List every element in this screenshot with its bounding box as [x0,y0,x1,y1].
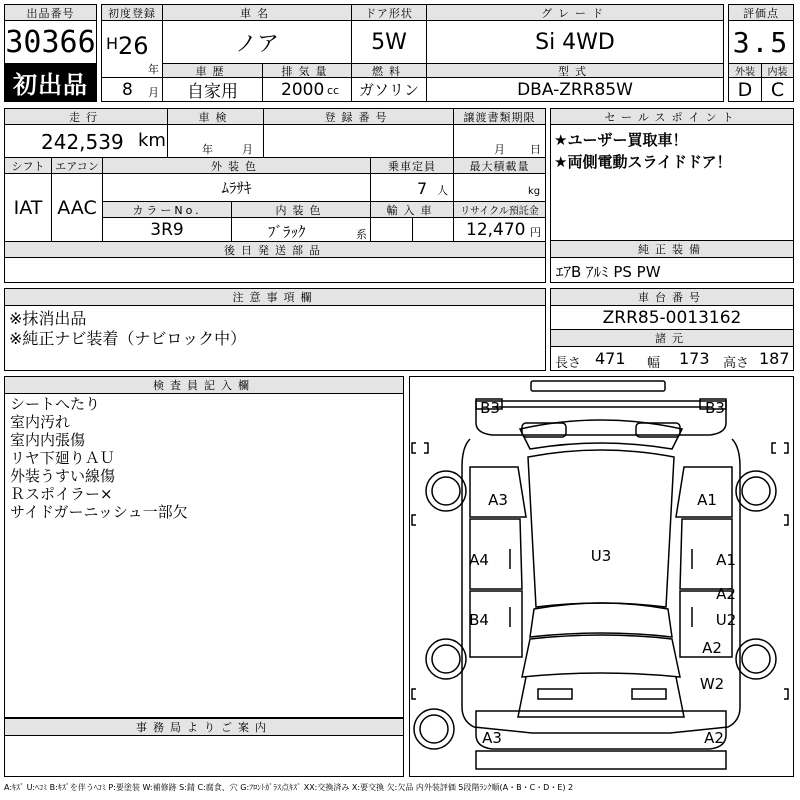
later-parts-label: 後日発送部品 [4,241,546,258]
transfer-deadline-cell [453,124,546,158]
damage-code-roof: U3 [590,547,612,565]
damage-code-rear-right: B3 [705,399,725,417]
fuel-label: 燃料 [351,63,427,78]
inspection-month-unit: 月 [242,143,253,156]
genuine-equipment-label: 純正装備 [550,240,794,258]
car-outline [410,377,793,776]
recycle-deposit-cell [453,217,546,242]
interior-color: ﾌﾞﾗｯｸ [268,223,306,241]
damage-code-windshield: W2 [699,675,725,693]
car-name: ノア [162,20,352,64]
capacity-unit: 人 [437,184,448,197]
later-parts-area [4,257,546,283]
max-load-cell [453,173,546,202]
sales-point-line: ★ユーザー買取車！ [554,131,688,149]
notes-label: 注意事項欄 [4,288,546,306]
shift: IAT [4,173,52,242]
reg-year: 26 [118,32,149,60]
damage-code-right-rear-door: A1 [716,551,736,569]
car-name-label: 車名 [162,4,352,21]
history: 自家用 [162,77,263,102]
import-cell [370,217,454,242]
note-line: ※抹消出品 [9,309,87,328]
reg-month-unit: 月 [148,86,159,99]
inspector-line: サイドガーニッシュ一部欠 [10,503,188,521]
door-type: 5W [351,20,427,64]
chassis-number: ZRR85-0013162 [550,305,794,330]
length-label: 長さ [555,356,582,371]
displacement-cell [262,77,352,102]
damage-code-rear-left: B3 [480,399,500,417]
history-label: 車歴 [162,63,263,78]
plate-number-label: 登録番号 [263,108,454,125]
shift-label: シフト [4,157,52,174]
inspector-area [4,393,404,718]
color-number-label: カラーNo. [102,201,232,218]
spec-label: 諸元 [550,329,794,347]
reg-month: 8 [122,80,133,100]
max-load-unit: kg [528,186,541,197]
body-color-label: 外装色 [102,157,371,174]
height-value: 187 [759,349,790,368]
inspector-line: シートへたり [10,395,101,413]
max-load-label: 最大積載量 [453,157,546,174]
recycle-deposit: 12,470 [466,220,526,240]
ac: AAC [51,173,103,242]
interior-grade: C [761,77,794,102]
first-listing-badge: 初出品 [4,63,97,102]
first-registration-month [101,77,163,102]
first-registration-label: 初度登録 [101,4,163,21]
model-code: DBA-ZRR85W [426,77,724,102]
damage-code-right-front-door-upper: A2 [716,585,736,603]
capacity-label: 乗車定員 [370,157,454,174]
grade: Si 4WD [426,20,724,64]
damage-code-right-rear-quarter: A1 [697,491,717,509]
inspector-line: 室内内張傷 [10,431,86,449]
notes-area [4,305,546,371]
ac-label: エアコン [51,157,103,174]
recycle-deposit-label: リサイクル預託金 [453,201,546,218]
width-value: 173 [679,349,710,368]
inspector-line: 外装うすい線傷 [10,467,116,485]
damage-code-front-left: A3 [482,729,502,747]
reg-year-unit: 年 [148,63,159,76]
damage-code-left-rear-quarter: A3 [488,491,508,509]
lot-number-label: 出品番号 [4,4,97,21]
width-label: 幅 [647,356,661,371]
mileage-cell [4,124,168,158]
lot-number: 30366 [4,20,97,64]
mileage-label: 走行 [4,108,168,125]
transfer-month-unit: 月 [494,143,505,156]
office-notice-area [4,735,404,777]
exterior-grade-label: 外装 [728,63,762,78]
sales-points-label: セールスポイント [550,108,794,125]
mileage: 242,539 [41,130,124,154]
genuine-equipment-area: ｴｱB ｱﾙﾐ PS PW [550,257,794,283]
capacity: 7 [417,179,428,198]
dimensions-area [550,346,794,371]
displacement-label: 排気量 [262,63,352,78]
interior-color-suffix: 系 [356,228,367,241]
chassis-number-label: 車台番号 [550,288,794,306]
first-registration-year [101,20,163,78]
exterior-grade: D [728,77,762,102]
inspector-line: リヤ下廻りＡＵ [10,449,115,467]
sales-points-area [550,124,794,241]
fuel: ガソリン [351,77,427,102]
office-notice-label: 事務局よりご案内 [4,718,404,736]
inspector-line: 室内汚れ [10,413,71,431]
plate-number-cell [263,124,454,158]
damage-code-right-front-fender: A2 [702,639,722,657]
body-color: ﾑﾗｻｷ [102,173,371,202]
import-label: 輸入車 [370,201,454,218]
inspection-label: 車検 [167,108,264,125]
displacement-unit: cc [327,84,340,97]
door-type-label: ドア形状 [351,4,427,21]
height-label: 高さ [723,356,750,371]
damage-code-left-rear-door: A4 [469,551,489,569]
interior-color-label: 内装色 [231,201,371,218]
capacity-cell [370,173,454,202]
damage-legend: A:ｷｽﾞ U:ﾍｺﾐ B:ｷｽﾞを伴うﾍｺﾐ P:要塗装 W:補修跡 S:錆 C:腐食、穴 G:ﾌﾛﾝﾄｶﾞﾗｽ点ｷｽﾞ XX:交換済み X:要交換 欠:欠品 内外装評価 5段階ﾗﾝｸ順(A・B・C・D・E) 2 [4,783,574,792]
note-line: ※純正ナビ装着（ナビロック中） [9,329,247,348]
inspector-line: Ｒスポイラー× [10,485,113,503]
damage-code-left-front-door: B4 [469,611,489,629]
displacement: 2000 [281,80,325,100]
color-number: 3R9 [102,217,232,242]
reg-era: H [106,34,119,53]
length-value: 471 [595,349,626,368]
transfer-deadline-label: 譲渡書類期限 [453,108,546,125]
damage-diagram [409,376,794,777]
damage-code-front-right: A2 [704,729,724,747]
recycle-deposit-unit: 円 [530,226,541,239]
interior-grade-label: 内装 [761,63,794,78]
inspection-year-unit: 年 [202,143,213,156]
score-label: 評価点 [728,4,794,21]
sales-point-line: ★両側電動スライドドア！ [554,153,732,171]
transfer-day-unit: 日 [530,143,541,156]
inspector-label: 検査員記入欄 [4,376,404,394]
score: 3.5 [728,20,794,64]
inspection-cell [167,124,264,158]
interior-color-cell [231,217,371,242]
damage-code-right-front-door: U2 [715,611,737,629]
model-code-label: 型式 [426,63,724,78]
grade-label: グレード [426,4,724,21]
mileage-unit: km [138,130,166,151]
